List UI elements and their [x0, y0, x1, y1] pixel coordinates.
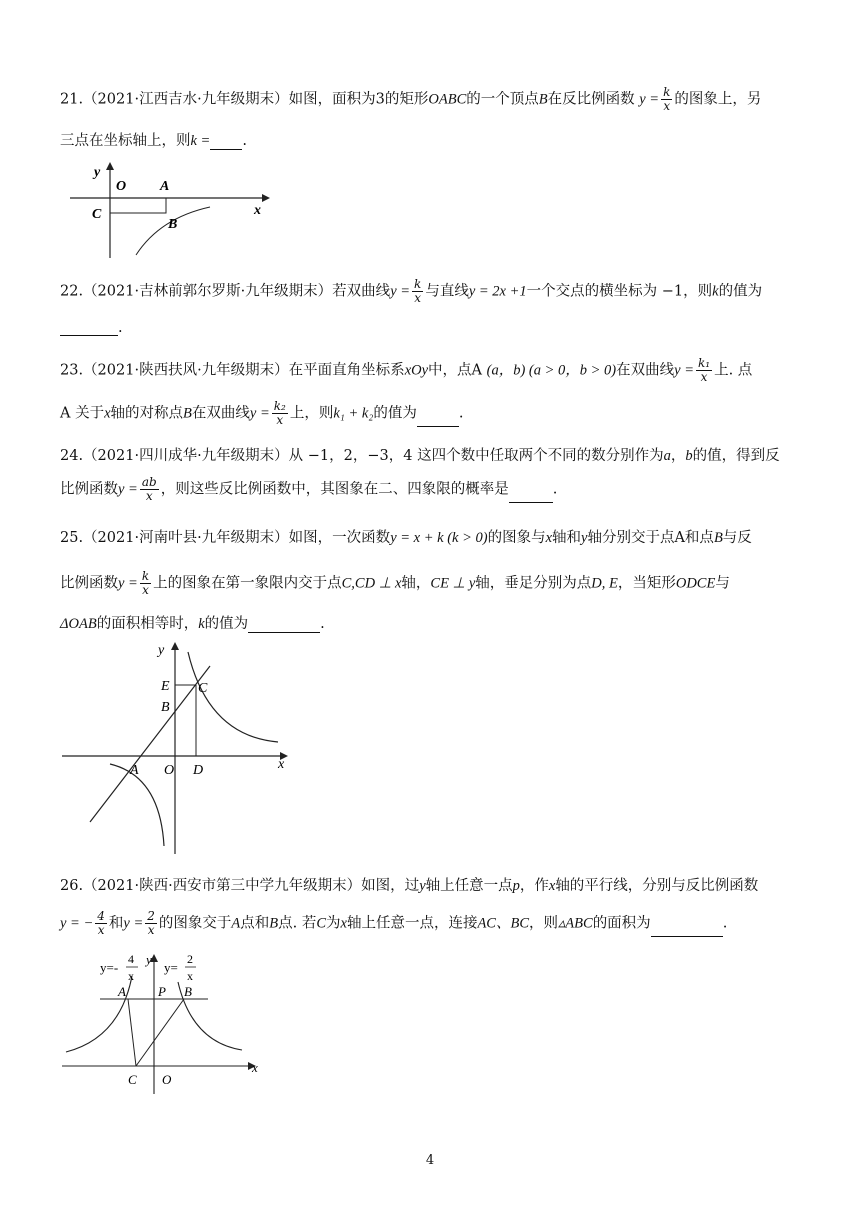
q26-figure: [60, 948, 270, 1098]
fig26-eq2-num: 2: [187, 952, 193, 966]
fig26-eq2-label: y=: [164, 960, 178, 975]
answer-blank: [509, 488, 553, 503]
fig25-E-label: E: [161, 679, 170, 694]
fig25-A-label: A: [130, 763, 139, 778]
q22-line2: .: [60, 320, 123, 336]
q23-fraction-1: $\frac{\text{k₁}}{x}$: [698, 356, 711, 384]
fig21-y-label: y: [94, 165, 101, 180]
answer-blank: [417, 412, 459, 427]
q25-line3: ΔOAB的面积相等时，k的值为 .: [60, 616, 325, 632]
fig26-C-label: C: [128, 1072, 137, 1087]
fig26-B-label: B: [184, 984, 192, 999]
fig26-O-label: O: [162, 1072, 172, 1087]
fig21-x-label: x: [254, 203, 261, 218]
page-number: 4: [425, 1153, 435, 1168]
fig26-eq1-den: x: [128, 969, 134, 983]
q25-figure: [60, 636, 300, 856]
q25-line1: 25.（2021·河南叶县·九年级期末）如图，一次函数y = x + k (k > 0)的图象与x轴和y轴分别交于点A和点B与反: [60, 530, 752, 546]
fig25-D-label: D: [193, 763, 204, 778]
answer-blank: [248, 618, 320, 633]
fig21-O-label: O: [116, 179, 127, 194]
q23-line1: 23.（2021·陕西扶风·九年级期末）在平面直角坐标系xOy中，点A (a，b) (a > 0，b > 0)在双曲线y = $\frac{\text{k₁}}{x}$ 上. 点: [60, 356, 753, 384]
q24-line1: 24.（2021·四川成华·九年级期末）从 −1，2，−3，4 这四个数中任取两个不同的数分别作为a，b的值，得到反: [60, 448, 780, 464]
fig25-x-label: x: [278, 757, 285, 772]
q25-fraction: $\frac{k}{x}$: [141, 569, 150, 597]
answer-blank: [60, 321, 118, 336]
q25-line2: 比例函数y = $\frac{k}{x}$ 上的图象在第一象限内交于点C,CD ⊥ x轴，CE ⊥ y轴，垂足分别为点D, E，当矩形ODCE与: [60, 569, 730, 597]
q21-fraction: $\frac{k}{x}$: [663, 85, 671, 113]
fig25-y-label: y: [158, 643, 165, 658]
q26-fraction-1: $\frac{4}{x}$: [97, 909, 105, 937]
fig25-C-label: C: [198, 681, 208, 696]
fig21-C-label: C: [92, 207, 102, 222]
fig25-O-label: O: [164, 763, 175, 778]
q23-line2: A 关于x轴的对称点B在双曲线y = $\frac{\text{k₂}}{x}$ 上，则k₁ + k₂的值为 .: [60, 399, 464, 427]
fig26-eq1-label: y=-: [100, 960, 119, 975]
fig26-eq1-num: 4: [128, 952, 134, 966]
q24-fraction: $\frac{ab}{x}$: [141, 475, 157, 503]
fig26-A-label: A: [118, 984, 126, 999]
q26-line1: 26.（2021·陕西·西安市第三中学九年级期末）如图，过y轴上任意一点p，作x轴的平行线，分别与反比例函数: [60, 878, 759, 894]
fig26-x-label: x: [252, 1060, 258, 1075]
q22-fraction: $\frac{k}{x}$: [414, 277, 422, 305]
q21-line1: 21.（2021·江西吉水·九年级期末）如图，面积为3的矩形OABC的一个顶点B在反比例函数 y = $\frac{k}{x}$ 的图象上，另: [60, 85, 762, 113]
q26-fraction-2: $\frac{2}{x}$: [147, 909, 155, 937]
fig26-eq2-den: x: [187, 969, 193, 983]
q22-line1: 22.（2021·吉林前郭尔罗斯·九年级期末）若双曲线y = $\frac{k}{x}$ 与直线y = 2x +1一个交点的横坐标为 −1，则k的值为: [60, 277, 763, 305]
answer-blank: [210, 135, 242, 150]
q24-line2: 比例函数y = $\frac{ab}{x}$ ，则这些反比例函数中，其图象在二、四象限的概率是 .: [60, 475, 558, 503]
q23-fraction-2: $\frac{\text{k₂}}{x}$: [273, 399, 286, 427]
answer-blank: [651, 922, 723, 937]
fig26-y-label: y: [146, 952, 152, 967]
fig21-B-label: B: [168, 217, 178, 232]
fig26-P-label: P: [158, 984, 166, 999]
q21-figure: [70, 160, 270, 260]
fig25-B-label: B: [161, 700, 170, 715]
q26-line2: y = − $\frac{4}{x}$ 和y = $\frac{2}{x}$ 的图象交于A点和B点. 若C为x轴上任意一点，连接AC、BC，则▵ABC的面积为 .: [60, 909, 728, 937]
q21-line2: 三点在坐标轴上，则k = .: [60, 133, 247, 149]
fig21-A-label: A: [160, 179, 170, 194]
